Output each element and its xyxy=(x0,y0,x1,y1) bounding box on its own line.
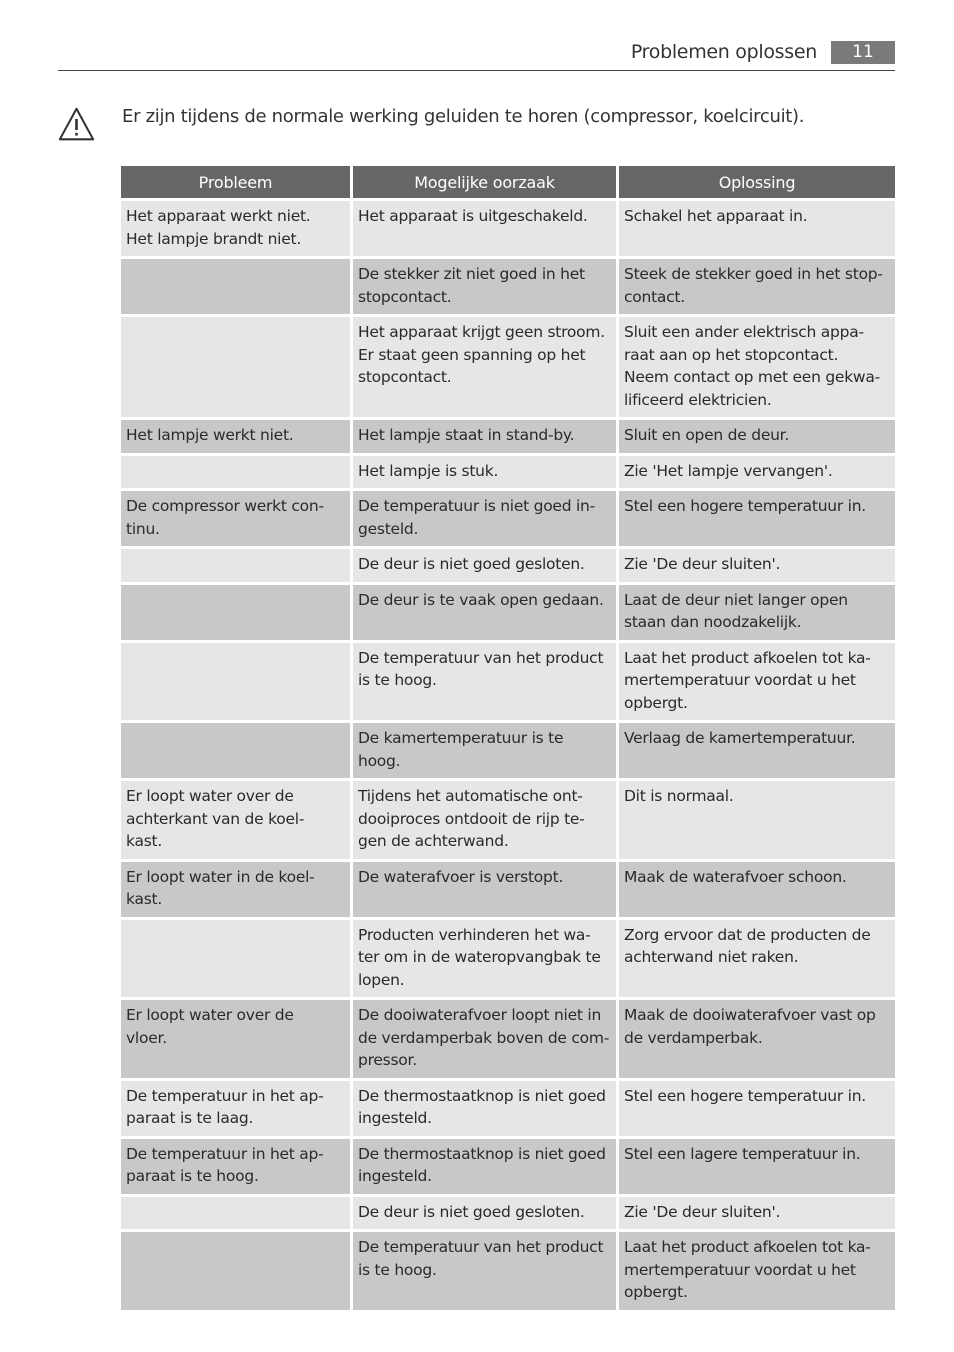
page-header xyxy=(58,38,895,71)
cause-cell-text: Het apparaat is uitgeschakeld. xyxy=(358,207,588,225)
solution-cell-text: Sluit een ander elektrisch appa- raat aan op het stopcontact. Neem contact op met een gekwa- lificeerd elektricien. xyxy=(624,323,880,409)
table-body xyxy=(121,201,895,1310)
solution-cell-text: Zie 'De deur sluiten'. xyxy=(624,1202,781,1221)
cause-cell-text: De thermostaatknop is niet goed ingesteld. xyxy=(358,1144,606,1185)
problem-cell xyxy=(121,420,350,453)
solution-cell-text: Schakel het apparaat in. xyxy=(624,207,808,225)
table-row xyxy=(121,920,895,998)
solution-cell xyxy=(619,1197,895,1230)
solution-cell-text: Laat het product afkoelen tot ka- mertemperatuur voordat u het opbergt. xyxy=(624,648,871,712)
column-header-cause: Mogelijke oorzaak xyxy=(353,166,616,198)
cause-cell xyxy=(353,1139,616,1194)
cause-cell-text: De temperatuur van het product is te hoog. xyxy=(358,648,604,689)
solution-cell xyxy=(619,317,895,417)
cause-cell xyxy=(353,862,616,917)
cause-cell-text: Het apparaat krijgt geen stroom. Er staat geen spanning op het stopcontact. xyxy=(358,323,605,386)
problem-cell-text: De temperatuur in het ap- paraat is te hoog. xyxy=(126,1144,324,1185)
table-row xyxy=(121,643,895,721)
solution-cell xyxy=(619,259,895,314)
problem-cell-text: Er loopt water over de achterkant van de koel- kast. xyxy=(126,787,305,850)
solution-cell xyxy=(619,201,895,256)
solution-cell-text: Maak de waterafvoer schoon. xyxy=(624,867,847,886)
cause-cell xyxy=(353,920,616,998)
warning-triangle-icon xyxy=(58,106,95,143)
table-row xyxy=(121,491,895,546)
problem-cell xyxy=(121,1232,350,1310)
cause-cell xyxy=(353,420,616,453)
cause-cell xyxy=(353,201,616,256)
warning-text: Er zijn tijdens de normale werking geluiden te horen (compressor, koelcircuit). xyxy=(122,106,805,127)
solution-cell-text: Verlaag de kamertemperatuur. xyxy=(624,729,856,747)
solution-cell-text: Zie 'De deur sluiten'. xyxy=(624,555,781,573)
cause-cell-text: De temperatuur is niet goed in- gesteld. xyxy=(358,497,595,538)
cause-cell xyxy=(353,259,616,314)
troubleshooting-table xyxy=(118,163,898,1313)
solution-cell-text: Stel een hogere temperatuur in. xyxy=(624,497,866,515)
cause-cell-text: De deur is niet goed gesloten. xyxy=(358,555,585,573)
cause-cell-text: De kamertemperatuur is te hoog. xyxy=(358,729,564,770)
table-row xyxy=(121,723,895,778)
problem-cell xyxy=(121,1197,350,1230)
problem-cell xyxy=(121,723,350,778)
problem-cell xyxy=(121,781,350,859)
table-row xyxy=(121,549,895,582)
table-row xyxy=(121,317,895,417)
cause-cell-text: Producten verhinderen het wa- ter om in de wateropvangbak te lopen. xyxy=(358,925,601,989)
cause-cell xyxy=(353,456,616,489)
table-row xyxy=(121,1232,895,1310)
problem-cell xyxy=(121,1000,350,1078)
cause-cell-text: De waterafvoer is verstopt. xyxy=(358,867,564,886)
cause-cell-text: De dooiwaterafvoer loopt niet in de verdamperbak boven de com- pressor. xyxy=(358,1006,610,1069)
problem-cell xyxy=(121,920,350,998)
cause-cell-text: De deur is te vaak open gedaan. xyxy=(358,590,604,609)
solution-cell-text: Stel een lagere temperatuur in. xyxy=(624,1144,861,1163)
table-row xyxy=(121,1139,895,1194)
cause-cell xyxy=(353,1197,616,1230)
column-header-solution: Oplossing xyxy=(619,166,895,198)
cause-cell-text: De temperatuur van het product is te hoog. xyxy=(358,1238,604,1279)
table-header-row xyxy=(121,166,895,198)
solution-cell xyxy=(619,1000,895,1078)
cause-cell xyxy=(353,723,616,778)
table-row xyxy=(121,456,895,489)
problem-cell xyxy=(121,456,350,489)
solution-cell xyxy=(619,1081,895,1136)
solution-cell xyxy=(619,456,895,489)
solution-cell-text: Stel een hogere temperatuur in. xyxy=(624,1086,866,1105)
solution-cell xyxy=(619,1139,895,1194)
cause-cell-text: De deur is niet goed gesloten. xyxy=(358,1202,585,1221)
cause-cell-text: Het lampje staat in stand-by. xyxy=(358,426,575,444)
cause-cell xyxy=(353,1000,616,1078)
table-row xyxy=(121,420,895,453)
cause-cell xyxy=(353,1081,616,1136)
solution-cell xyxy=(619,420,895,453)
solution-cell xyxy=(619,585,895,640)
column-header-problem: Probleem xyxy=(121,166,350,198)
problem-cell-text: Het lampje werkt niet. xyxy=(126,426,294,444)
solution-cell xyxy=(619,643,895,721)
table-row xyxy=(121,585,895,640)
problem-cell xyxy=(121,1081,350,1136)
problem-cell xyxy=(121,201,350,256)
table-row xyxy=(121,201,895,256)
solution-cell xyxy=(619,781,895,859)
table-row xyxy=(121,1081,895,1136)
solution-cell-text: Zorg ervoor dat de producten de achterwand niet raken. xyxy=(624,925,871,966)
solution-cell-text: Steek de stekker goed in het stop- contact. xyxy=(624,265,883,306)
solution-cell xyxy=(619,549,895,582)
problem-cell-text: De compressor werkt con- tinu. xyxy=(126,497,324,538)
table-row xyxy=(121,259,895,314)
cause-cell-text: De stekker zit niet goed in het stopcontact. xyxy=(358,265,585,306)
table-row xyxy=(121,781,895,859)
cause-cell xyxy=(353,549,616,582)
problem-cell xyxy=(121,862,350,917)
problem-cell xyxy=(121,491,350,546)
problem-cell-text: Er loopt water in de koel- kast. xyxy=(126,867,315,908)
cause-cell xyxy=(353,1232,616,1310)
table-row xyxy=(121,1197,895,1230)
solution-cell-text: Maak de dooiwaterafvoer vast op de verdamperbak. xyxy=(624,1006,876,1047)
problem-cell xyxy=(121,585,350,640)
solution-cell-text: Laat de deur niet langer open staan dan noodzakelijk. xyxy=(624,590,848,631)
solution-cell-text: Dit is normaal. xyxy=(624,787,734,805)
problem-cell-text: Er loopt water over de vloer. xyxy=(126,1006,294,1047)
cause-cell xyxy=(353,781,616,859)
cause-cell xyxy=(353,317,616,417)
cause-cell xyxy=(353,491,616,546)
solution-cell-text: Zie 'Het lampje vervangen'. xyxy=(624,461,833,480)
problem-cell xyxy=(121,1139,350,1194)
problem-cell xyxy=(121,317,350,417)
problem-cell-text: De temperatuur in het ap- paraat is te laag. xyxy=(126,1086,324,1127)
page-number: 11 xyxy=(831,41,895,64)
solution-cell-text: Laat het product afkoelen tot ka- mertemperatuur voordat u het opbergt. xyxy=(624,1238,871,1301)
solution-cell xyxy=(619,1232,895,1310)
solution-cell xyxy=(619,920,895,998)
problem-cell xyxy=(121,643,350,721)
solution-cell xyxy=(619,723,895,778)
table-row xyxy=(121,862,895,917)
section-title: Problemen oplossen xyxy=(630,41,817,63)
solution-cell xyxy=(619,491,895,546)
problem-cell xyxy=(121,549,350,582)
solution-cell-text: Sluit en open de deur. xyxy=(624,426,790,444)
cause-cell-text: Tijdens het automatische ont- dooiproces ontdooit de rijp te- gen de achterwand. xyxy=(358,787,585,850)
cause-cell-text: Het lampje is stuk. xyxy=(358,461,499,480)
table-row xyxy=(121,1000,895,1078)
problem-cell-text: Het apparaat werkt niet. Het lampje brandt niet. xyxy=(126,207,311,248)
cause-cell xyxy=(353,643,616,721)
problem-cell xyxy=(121,259,350,314)
cause-cell-text: De thermostaatknop is niet goed ingesteld. xyxy=(358,1086,606,1127)
cause-cell xyxy=(353,585,616,640)
solution-cell xyxy=(619,862,895,917)
